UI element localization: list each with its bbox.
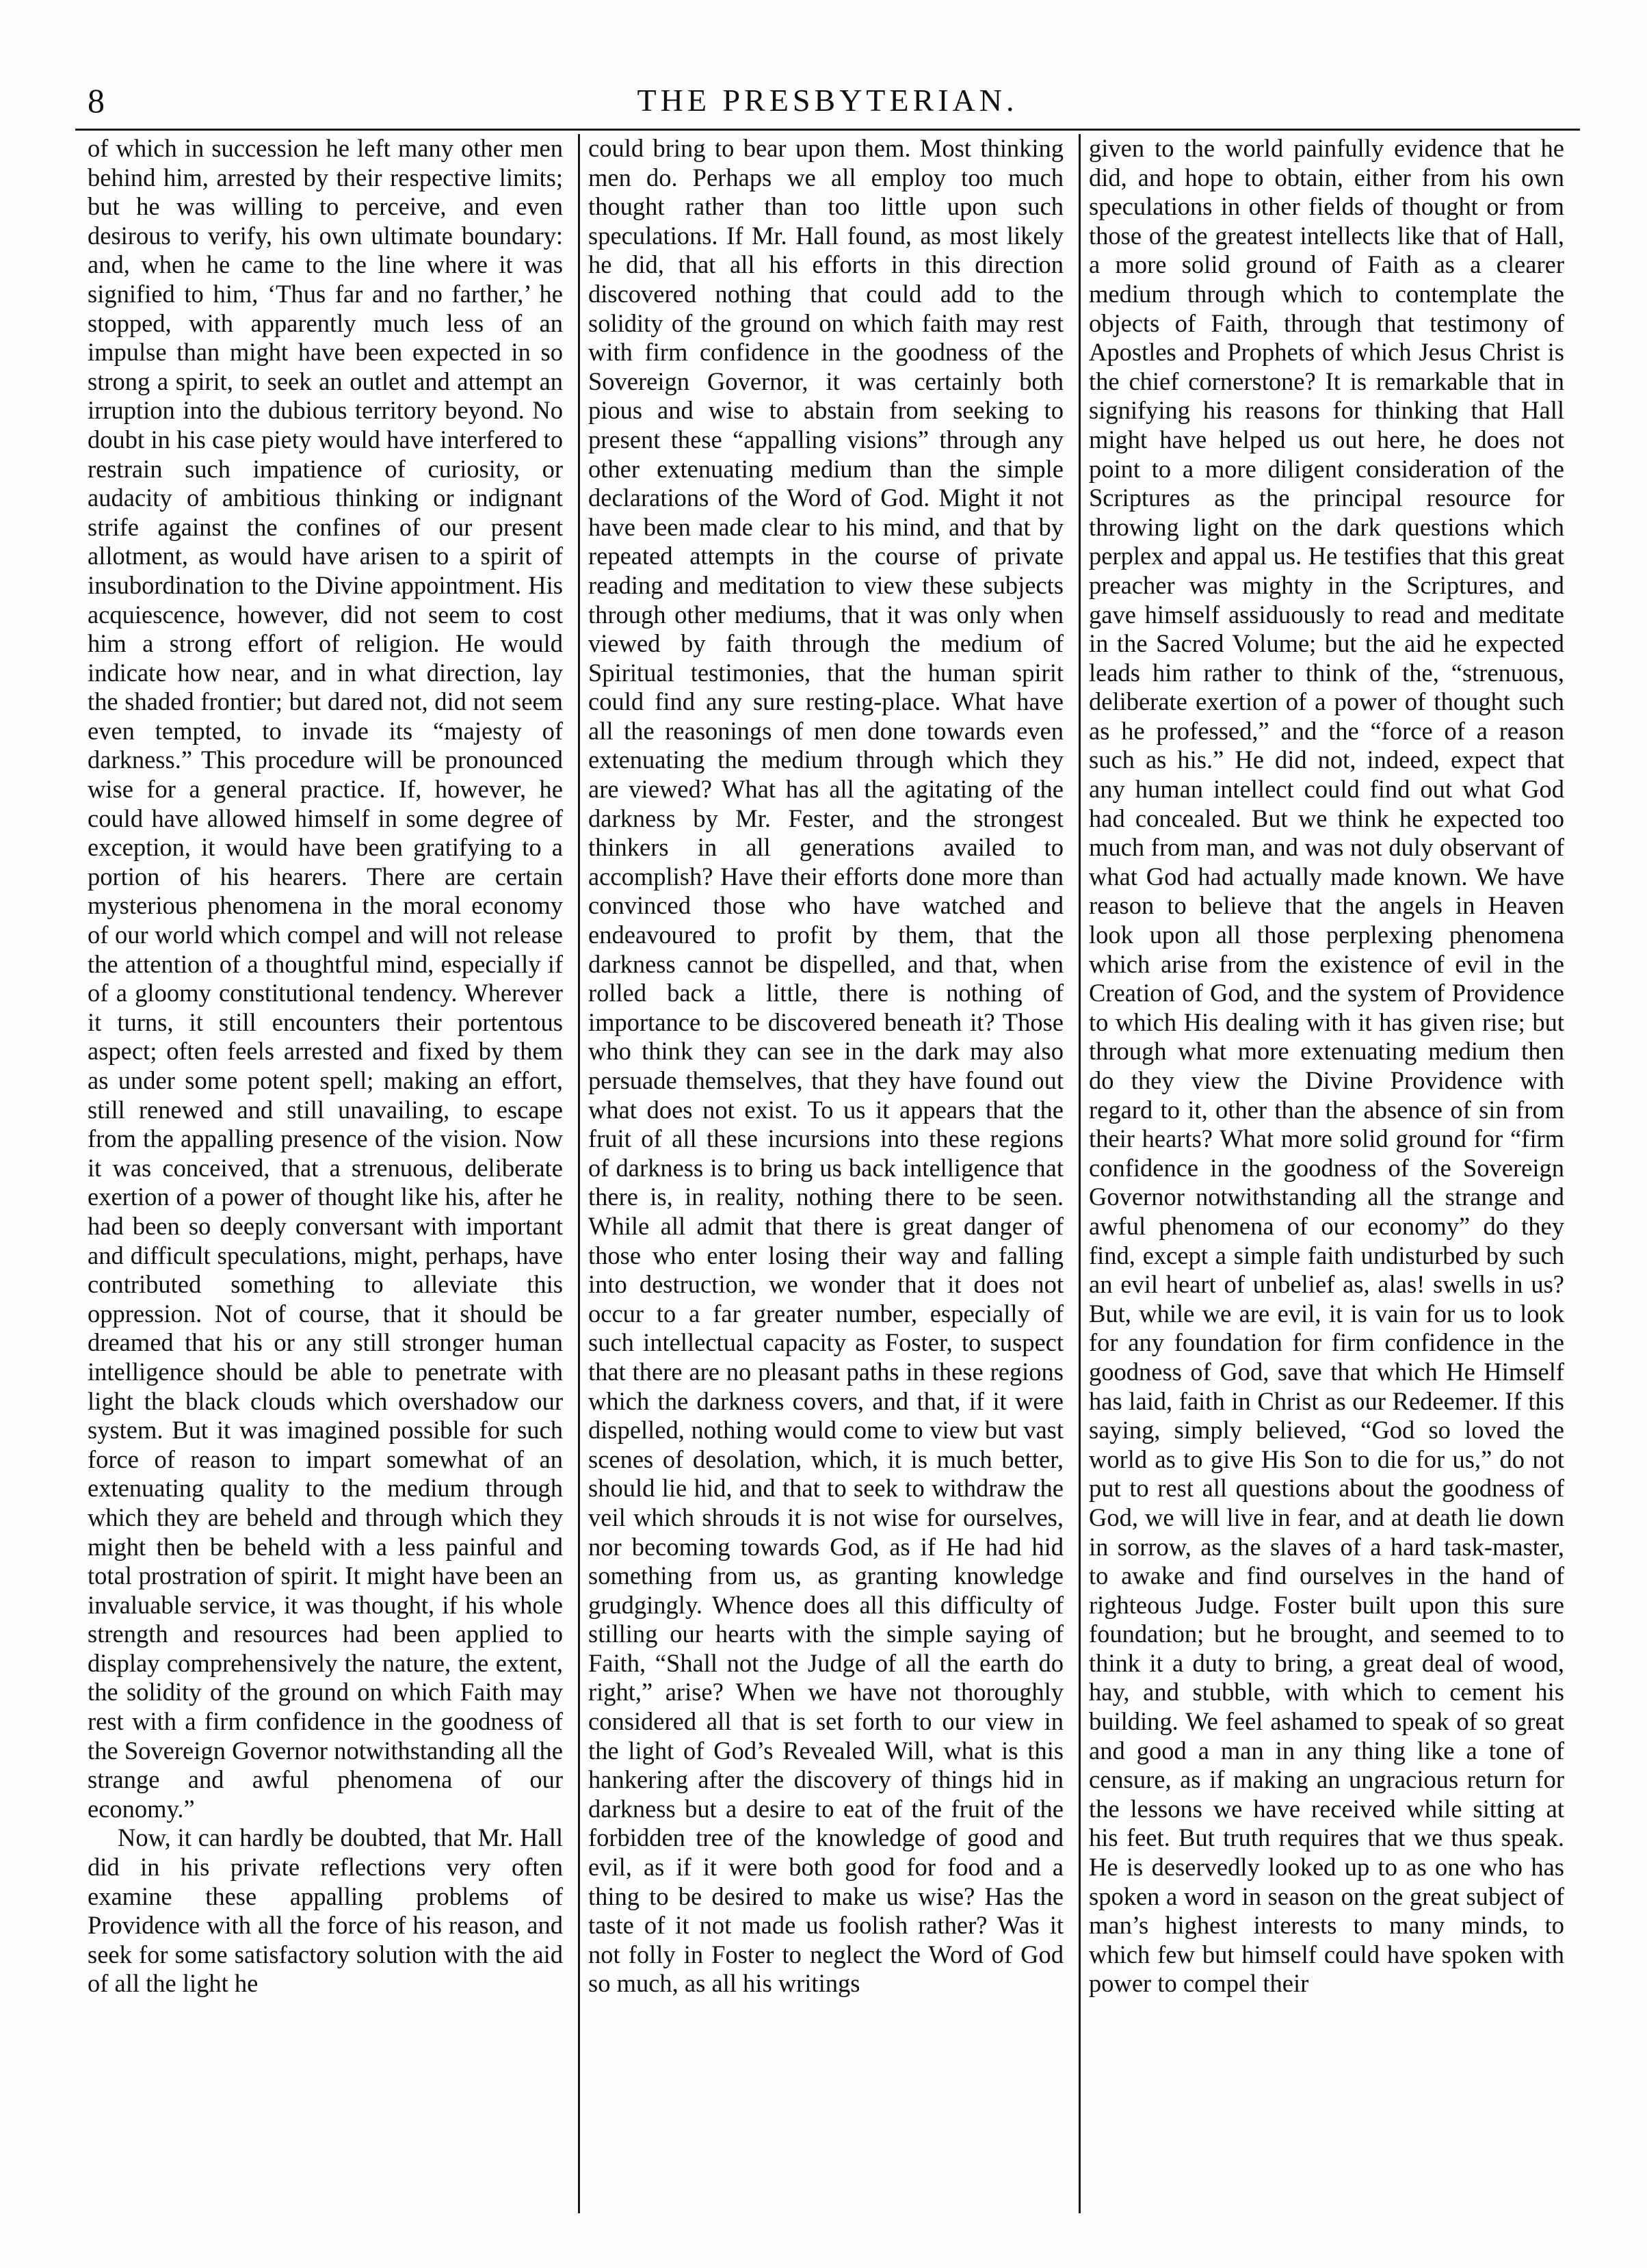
publication-title: THE PRESBYTERIAN. — [637, 83, 1018, 118]
paragraph: Now, it can hardly be doubted, that Mr. Hall did in his private reflections very often examine these appalling problems of Providence with all the force of his reason, and seek for some satisfactory solution with the aid of all the light he — [88, 1823, 563, 1998]
paragraph: of which in succession he left many other men behind him, arrested by their respective limits; but he was willing to perceive, and even desirous to verify, his own ultimate boundary: and, when he came to the line where it was signified to him, ‘Thus far and no farther,’ he stopped, with apparently much less of an impulse than might have been expected in so strong a spirit, to seek an outlet and attempt an irruption into the dubious territory beyond. No doubt in his case piety would have interfered to restrain such impatience of curiosity, or audacity of ambitious thinking or indignant strife against the confines of our present allotment, as would have arisen to a spirit of insubordination to the Divine appointment. His acquiescence, however, did not seem to cost him a strong effort of religion. He would indicate how near, and in what direction, lay the shaded frontier; but dared not, did not seem even tempted, to invade its “majesty of darkness.” This procedure will be pronounced wise for a general practice. If, however, he could have allowed himself in some degree of exception, it would have been gratifying to a portion of his hearers. There are certain mysterious phenomena in the moral economy of our world which compel and will not release the attention of a thoughtful mind, especially if of a gloomy constitutional tendency. Wherever it turns, it still encounters their portentous aspect; often feels arrested and fixed by them as under some potent spell; making an effort, still renewed and still unavailing, to escape from the appalling presence of the vision. Now it was conceived, that a strenuous, deliberate exertion of a power of thought like his, after he had been so deeply conversant with important and difficult speculations, might, perhaps, have contributed something to alleviate this oppression. Not of course, that it should be dreamed that his or any still stronger human intelligence should be able to penetrate with light the black clouds which overshadow our system. But it was imagined possible for such force of reason to impart somewhat of an extenuating quality to the medium through which they are beheld and through which they might then be beheld with a less painful and total prostration of spirit. It might have been an invaluable service, it was thought, if his whole strength and resources had been applied to display comprehensively the nature, the extent, the solidity of the ground on which Faith may rest with a firm confidence in the goodness of the Sovereign Governor notwithstanding all the strange and awful phenomena of our economy.” — [88, 134, 563, 1823]
column-1 — [88, 134, 563, 2213]
paragraph: could bring to bear upon them. Most thinking men do. Perhaps we all employ too much thought rather than too little upon such speculations. If Mr. Hall found, as most likely he did, that all his efforts in this direction discovered nothing that could add to the solidity of the ground on which faith may rest with firm confidence in the goodness of the Sovereign Governor, it was certainly both pious and wise to abstain from seeking to present these “appalling visions” through any other extenuating medium than the simple declarations of the Word of God. Might it not have been made clear to his mind, and that by repeated attempts in the course of private reading and meditation to view these subjects through other mediums, that it was only when viewed by faith through the medium of Spiritual testimonies, that the human spirit could find any sure resting-place. What have all the reasonings of men done towards even extenuating the medium through which they are viewed? What has all the agitating of the darkness by Mr. Fester, and the strongest thinkers in all generations availed to accomplish? Have their efforts done more than convinced those who have watched and endeavoured to profit by them, that the darkness cannot be dispelled, and that, when rolled back a little, there is nothing of importance to be discovered beneath it? Those who think they can see in the dark may also persuade themselves, that they have found out what does not exist. To us it appears that the fruit of all these incursions into these regions of darkness is to bring us back intelligence that there is, in reality, nothing there to be seen. While all admit that there is great danger of those who enter losing their way and falling into destruction, we wonder that it does not occur to a far greater number, especially of such intellectual capacity as Foster, to suspect that there are no pleasant paths in these regions which the darkness covers, and that, if it were dispelled, nothing would come to view but vast scenes of desolation, which, it is much better, should lie hid, and that to seek to withdraw the veil which shrouds it is not wise for ourselves, nor becoming towards God, as if He had hid something from us, as granting knowledge grudgingly. Whence does all this difficulty of stilling our hearts with the simple saying of Faith, “Shall not the Judge of all the earth do right,” arise? When we have not thoroughly considered all that is set forth to our view in the light of God’s Revealed Will, what is this hankering after the discovery of things hid in darkness but a desire to eat of the fruit of the forbidden tree of the knowledge of good and evil, as if it were both good for food and a thing to be desired to make us wise? Has the taste of it not made us foolish rather? Was it not folly in Foster to neglect the Word of God so much, as all his writings — [588, 134, 1064, 1998]
page-header — [82, 77, 1573, 131]
column-2 — [588, 134, 1064, 2213]
column-3 — [1089, 134, 1564, 2213]
paragraph: given to the world painfully evidence that he did, and hope to obtain, either from his own speculations in other fields of thought or from those of the greatest intellects like that of Hall, a more solid ground of Faith as a clearer medium through which to contemplate the objects of Faith, through that testimony of Apostles and Prophets of which Jesus Christ is the chief cornerstone? It is remarkable that in signifying his reasons for thinking that Hall might have helped us out here, he does not point to a more diligent consideration of the Scriptures as the principal resource for throwing light on the dark questions which perplex and appal us. He testifies that this great preacher was mighty in the Scriptures, and gave himself assiduously to read and meditate in the Sacred Volume; but the aid he expected leads him rather to think of the, “strenuous, deliberate exertion of a power of thought such as he professed,” and the “force of a reason such as his.” He did not, indeed, expect that any human intellect could find out what God had concealed. But we think he expected too much from man, and was not duly observant of what God had actually made known. We have reason to believe that the angels in Heaven look upon all those perplexing phenomena which arise from the existence of evil in the Creation of God, and the system of Providence to which His dealing with it has given rise; but through what more extenuating medium then do they view the Divine Providence with regard to it, other than the absence of sin from their hearts? What more solid ground for “firm confidence in the goodness of the Sovereign Governor notwithstanding all the strange and awful phenomena of our economy” do they find, except a simple faith undisturbed by such an evil heart of unbelief as, alas! swells in us? But, while we are evil, it is vain for us to look for any foundation for firm confidence in the goodness of God, save that which He Himself has laid, faith in Christ as our Redeemer. If this saying, simply believed, “God so loved the world as to give His Son to die for us,” do not put to rest all questions about the goodness of God, we will live in fear, and at death lie down in sorrow, as the slaves of a hard task-master, to awake and find ourselves in the hand of righteous Judge. Foster built upon this sure foundation; but he brought, and seemed to to think it a duty to bring, a great deal of wood, hay, and stubble, with which to cement his building. We feel ashamed to speak of so great and good a man in any thing like a tone of censure, as if making an ungracious return for the lessons we have received while sitting at his feet. But truth requires that we thus speak. He is deservedly looked up to as one who has spoken a word in season on the great subject of man’s highest interests to many minds, to which few but himself could have spoken with power to compel their — [1089, 134, 1564, 1998]
page-number: 8 — [88, 81, 105, 120]
header-rule — [75, 129, 1580, 131]
article-body — [88, 134, 1565, 2213]
